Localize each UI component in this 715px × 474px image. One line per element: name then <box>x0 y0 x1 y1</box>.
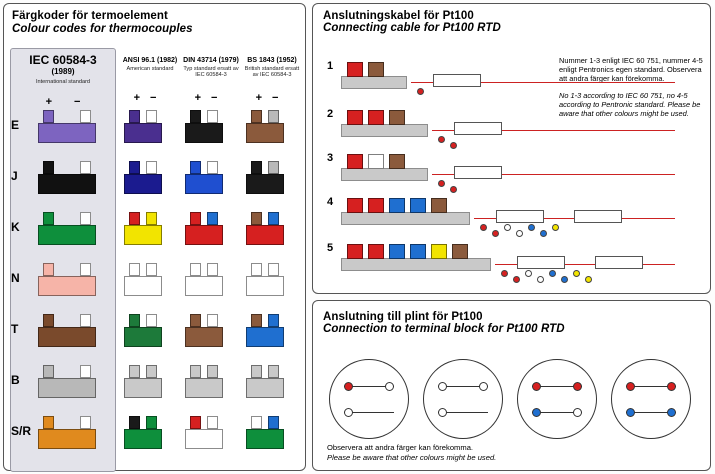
pt100-element-box <box>454 166 502 179</box>
pt100-element-box <box>574 210 622 223</box>
polarity-row-ansi <box>120 92 180 104</box>
top-right-note-sv: Nummer 1-3 enligt IEC 60 751, nummer 4-5 enligt Pentronics egen standard. Observera att andra färger kan förekomma. <box>559 56 703 84</box>
connector-pin-positive <box>129 263 140 276</box>
connector-body <box>38 429 96 449</box>
connector-pin-positive <box>129 161 140 174</box>
connector-din-s-r <box>185 416 223 449</box>
terminal-block <box>410 198 426 213</box>
terminal-connector-2 <box>423 359 503 439</box>
connector-body <box>185 327 223 347</box>
connector-body <box>185 378 223 398</box>
connector-pin-positive <box>190 110 201 123</box>
plus-sign-din: + <box>194 92 211 104</box>
connector-iec-e <box>38 110 96 143</box>
wire-end-dot <box>417 88 424 95</box>
connector-ansi-t <box>124 314 162 347</box>
connector-din-t <box>185 314 223 347</box>
connector-pin-positive <box>43 416 54 429</box>
connector-body <box>185 276 223 296</box>
connector-body <box>38 327 96 347</box>
connector-bs-j <box>246 161 284 194</box>
terminal-block <box>347 110 363 125</box>
thermocouple-colour-code-panel <box>3 3 306 471</box>
connector-pin-positive <box>251 314 262 327</box>
connector-pin-negative <box>268 416 279 429</box>
cable-diagram-2 <box>327 108 697 150</box>
wire-end-dot <box>504 224 511 231</box>
connector-ansi-e <box>124 110 162 143</box>
terminal-block-panel <box>312 300 711 471</box>
bottom-right-note-sv: Observera att andra färger kan förekomma. <box>327 443 474 452</box>
connector-pin-negative <box>268 212 279 225</box>
connector-pin-negative <box>146 212 157 225</box>
connector-body <box>124 327 162 347</box>
connector-body <box>124 276 162 296</box>
connector-pin-positive <box>129 212 140 225</box>
connector-pin-dot <box>479 382 488 391</box>
terminal-block <box>347 198 363 213</box>
connector-pin-positive <box>251 161 262 174</box>
terminal-block <box>368 198 384 213</box>
connector-body <box>38 378 96 398</box>
terminal-block <box>347 62 363 77</box>
connector-pin-dot <box>532 382 541 391</box>
connector-body <box>124 225 162 245</box>
cable-number: 2 <box>327 108 334 120</box>
thermocouple-type-label: T <box>11 322 19 336</box>
wire-end-dot <box>438 136 445 143</box>
wire-end-dot <box>438 180 445 187</box>
connector-bs-s-r <box>246 416 284 449</box>
terminal-block <box>347 154 363 169</box>
top-right-title-en: Connecting cable for Pt100 RTD <box>323 22 501 34</box>
connector-pin-positive <box>129 416 140 429</box>
thermocouple-type-label: J <box>11 169 18 183</box>
connector-body <box>246 327 284 347</box>
minus-sign-ansi: − <box>150 92 167 104</box>
connector-pin-positive <box>190 212 201 225</box>
connector-ansi-n <box>124 263 162 296</box>
connector-body <box>124 123 162 143</box>
connector-pin-positive <box>43 110 54 123</box>
connector-bs-n <box>246 263 284 296</box>
connector-pin-dot <box>626 382 635 391</box>
thermocouple-type-label: K <box>11 220 20 234</box>
terminal-block <box>368 244 384 259</box>
connector-pin-positive <box>43 161 54 174</box>
connector-pin-negative <box>80 263 91 276</box>
connector-din-j <box>185 161 223 194</box>
terminal-block <box>452 244 468 259</box>
connector-pin-negative <box>207 314 218 327</box>
wire-end-dot <box>501 270 508 277</box>
left-title-en: Colour codes for thermocouples <box>12 23 193 35</box>
connector-pin-positive <box>43 314 54 327</box>
pt100-element-box <box>433 74 481 87</box>
cable-diagram-4 <box>327 196 697 238</box>
connector-pin-negative <box>80 365 91 378</box>
thermocouple-type-label: N <box>11 271 20 285</box>
wire-end-dot <box>528 224 535 231</box>
wire-end-dot <box>525 270 532 277</box>
pt100-element-box <box>595 256 643 269</box>
thermocouple-type-label: E <box>11 118 20 132</box>
connector-pin-negative <box>268 365 279 378</box>
terminal-block <box>368 154 384 169</box>
connector-pin-dot <box>573 408 582 417</box>
connector-pin-positive <box>43 263 54 276</box>
connector-body <box>246 378 284 398</box>
wire-end-dot <box>585 276 592 283</box>
standard-name-ansi: ANSI 96.1 (1982) <box>122 57 178 64</box>
connector-pin-negative <box>207 161 218 174</box>
connector-body <box>124 378 162 398</box>
terminal-connector-3 <box>517 359 597 439</box>
cable-number: 5 <box>327 242 334 254</box>
connector-body <box>38 174 96 194</box>
connector-pin-positive <box>251 110 262 123</box>
connector-pin-positive <box>190 314 201 327</box>
bottom-right-header <box>323 311 565 335</box>
connector-iec-k <box>38 212 96 245</box>
connector-pin-negative <box>207 416 218 429</box>
terminal-block <box>389 154 405 169</box>
bottom-right-note <box>327 443 627 463</box>
connector-pin-negative <box>80 212 91 225</box>
connector-iec-j <box>38 161 96 194</box>
connector-body <box>124 429 162 449</box>
wire-end-dot <box>480 224 487 231</box>
polarity-row-iec <box>11 96 115 108</box>
connector-pin-negative <box>207 110 218 123</box>
terminal-connector-4 <box>611 359 691 439</box>
connector-pin-negative <box>268 161 279 174</box>
connector-pin-positive <box>190 263 201 276</box>
terminal-connector-1 <box>329 359 409 439</box>
connector-din-k <box>185 212 223 245</box>
connector-pin-dot <box>667 382 676 391</box>
polarity-row-din <box>181 92 241 104</box>
connector-pin-dot <box>344 408 353 417</box>
cable-number: 1 <box>327 60 334 72</box>
standard-sub-ansi: American standard <box>126 65 174 72</box>
terminal-strip <box>341 124 428 137</box>
standard-sub-bs: British standard ersatt av IEC 60584-3 <box>244 65 300 78</box>
terminal-strip <box>341 258 491 271</box>
connector-pin-positive <box>251 263 262 276</box>
connector-body <box>38 276 96 296</box>
wire-end-dot <box>450 142 457 149</box>
minus-sign-din: − <box>211 92 228 104</box>
terminal-block <box>368 62 384 77</box>
standard-name-iec: IEC 60584-3 <box>29 53 97 67</box>
connector-body <box>185 225 223 245</box>
thermocouple-type-label: B <box>11 373 20 387</box>
connector-body <box>38 225 96 245</box>
connector-body <box>185 123 223 143</box>
wire-end-dot <box>561 276 568 283</box>
connector-pin-negative <box>146 416 157 429</box>
cable-number: 4 <box>327 196 334 208</box>
connector-pin-dot <box>344 382 353 391</box>
wire-end-dot <box>552 224 559 231</box>
connector-pin-positive <box>190 365 201 378</box>
connector-pin-positive <box>190 161 201 174</box>
connector-pin-positive <box>190 416 201 429</box>
top-right-title-sv: Anslutningskabel för Pt100 <box>323 10 474 22</box>
connector-pin-negative <box>80 314 91 327</box>
connector-body <box>246 225 284 245</box>
terminal-block <box>389 110 405 125</box>
connector-pin-positive <box>129 365 140 378</box>
connector-pin-negative <box>146 365 157 378</box>
thermocouple-type-label: S/R <box>11 424 32 438</box>
connector-pin-dot <box>573 382 582 391</box>
connector-pin-negative <box>268 263 279 276</box>
connector-din-e <box>185 110 223 143</box>
connector-pin-negative <box>207 212 218 225</box>
connector-pin-dot <box>438 408 447 417</box>
plus-sign-iec: + <box>45 96 74 108</box>
connector-body <box>38 123 96 143</box>
connector-din-b <box>185 365 223 398</box>
connector-pin-negative <box>268 110 279 123</box>
connector-bs-e <box>246 110 284 143</box>
pt100-element-box <box>517 256 565 269</box>
left-title-sv: Färgkoder för termoelement <box>12 10 168 22</box>
pt100-element-box <box>496 210 544 223</box>
left-panel-header <box>12 10 302 35</box>
plus-sign-ansi: + <box>133 92 150 104</box>
connector-pin-positive <box>129 314 140 327</box>
connector-iec-n <box>38 263 96 296</box>
connector-ansi-b <box>124 365 162 398</box>
connector-pin-dot <box>438 382 447 391</box>
connector-pin-dot <box>532 408 541 417</box>
connector-pin-negative <box>146 314 157 327</box>
plus-sign-bs: + <box>255 92 272 104</box>
connector-ansi-k <box>124 212 162 245</box>
connector-pin-positive <box>251 416 262 429</box>
terminal-block <box>347 244 363 259</box>
terminal-block <box>389 244 405 259</box>
connector-pin-dot <box>626 408 635 417</box>
connector-din-n <box>185 263 223 296</box>
terminal-block <box>368 110 384 125</box>
terminal-block <box>389 198 405 213</box>
connector-body <box>246 429 284 449</box>
top-right-header <box>323 10 501 34</box>
connector-body <box>185 429 223 449</box>
connector-pin-positive <box>43 365 54 378</box>
connector-iec-t <box>38 314 96 347</box>
connector-pin-positive <box>251 212 262 225</box>
standard-name-din: DIN 43714 (1979) <box>183 57 239 64</box>
standard-name-bs: BS 1843 (1952) <box>247 57 297 64</box>
standard-sub-iec: International standard <box>35 78 91 85</box>
connector-pin-positive <box>129 110 140 123</box>
terminal-strip <box>341 168 428 181</box>
connector-pin-negative <box>146 161 157 174</box>
connector-pin-negative <box>268 314 279 327</box>
connector-body <box>246 123 284 143</box>
connector-pin-positive <box>43 212 54 225</box>
connector-pin-negative <box>80 161 91 174</box>
standard-year-iec: (1989) <box>51 66 75 76</box>
polarity-row-bs <box>242 92 302 104</box>
minus-sign-bs: − <box>272 92 289 104</box>
connector-pin-dot <box>385 382 394 391</box>
standard-sub-din: Typ standard ersatt av IEC 60584-3 <box>183 65 239 78</box>
connector-ansi-j <box>124 161 162 194</box>
terminal-block <box>431 244 447 259</box>
connector-pin-positive <box>251 365 262 378</box>
connector-pin-negative <box>146 263 157 276</box>
minus-sign-iec: − <box>74 96 103 108</box>
connector-iec-s-r <box>38 416 96 449</box>
wire-end-dot <box>573 270 580 277</box>
colour-code-table <box>10 48 302 472</box>
terminal-block <box>410 244 426 259</box>
connector-pin-negative <box>80 110 91 123</box>
terminal-block <box>431 198 447 213</box>
connecting-cable-panel <box>312 3 711 294</box>
wire-end-dot <box>450 186 457 193</box>
connector-pin-dot <box>667 408 676 417</box>
connector-body <box>246 174 284 194</box>
wire-end-dot <box>537 276 544 283</box>
cable-diagram-3 <box>327 152 697 194</box>
cable-diagram-5 <box>327 242 697 284</box>
bottom-right-title-sv: Anslutning till plint för Pt100 <box>323 311 483 323</box>
connector-pin-negative <box>80 416 91 429</box>
wire-end-dot <box>549 270 556 277</box>
connector-bs-t <box>246 314 284 347</box>
top-right-note-en: No 1-3 according to IEC 60 751, no 4-5 according to Pentronic standard. Please be aware that other colours might be used. <box>559 90 701 119</box>
connector-pin-negative <box>146 110 157 123</box>
cable-diagram-1 <box>327 60 697 102</box>
wire-end-dot <box>516 230 523 237</box>
wire-end-dot <box>513 276 520 283</box>
connector-body <box>246 276 284 296</box>
connector-body <box>185 174 223 194</box>
pt100-element-box <box>454 122 502 135</box>
connector-pin-negative <box>207 365 218 378</box>
terminal-strip <box>341 76 407 89</box>
bottom-right-note-en: Please be aware that other colours might be used. <box>327 453 497 462</box>
wire-end-dot <box>540 230 547 237</box>
connector-body <box>124 174 162 194</box>
wire-end-dot <box>492 230 499 237</box>
connector-bs-b <box>246 365 284 398</box>
terminal-strip <box>341 212 470 225</box>
connector-ansi-s-r <box>124 416 162 449</box>
connector-bs-k <box>246 212 284 245</box>
cable-number: 3 <box>327 152 334 164</box>
connector-iec-b <box>38 365 96 398</box>
connector-pin-negative <box>207 263 218 276</box>
bottom-right-title-en: Connection to terminal block for Pt100 RTD <box>323 323 565 335</box>
